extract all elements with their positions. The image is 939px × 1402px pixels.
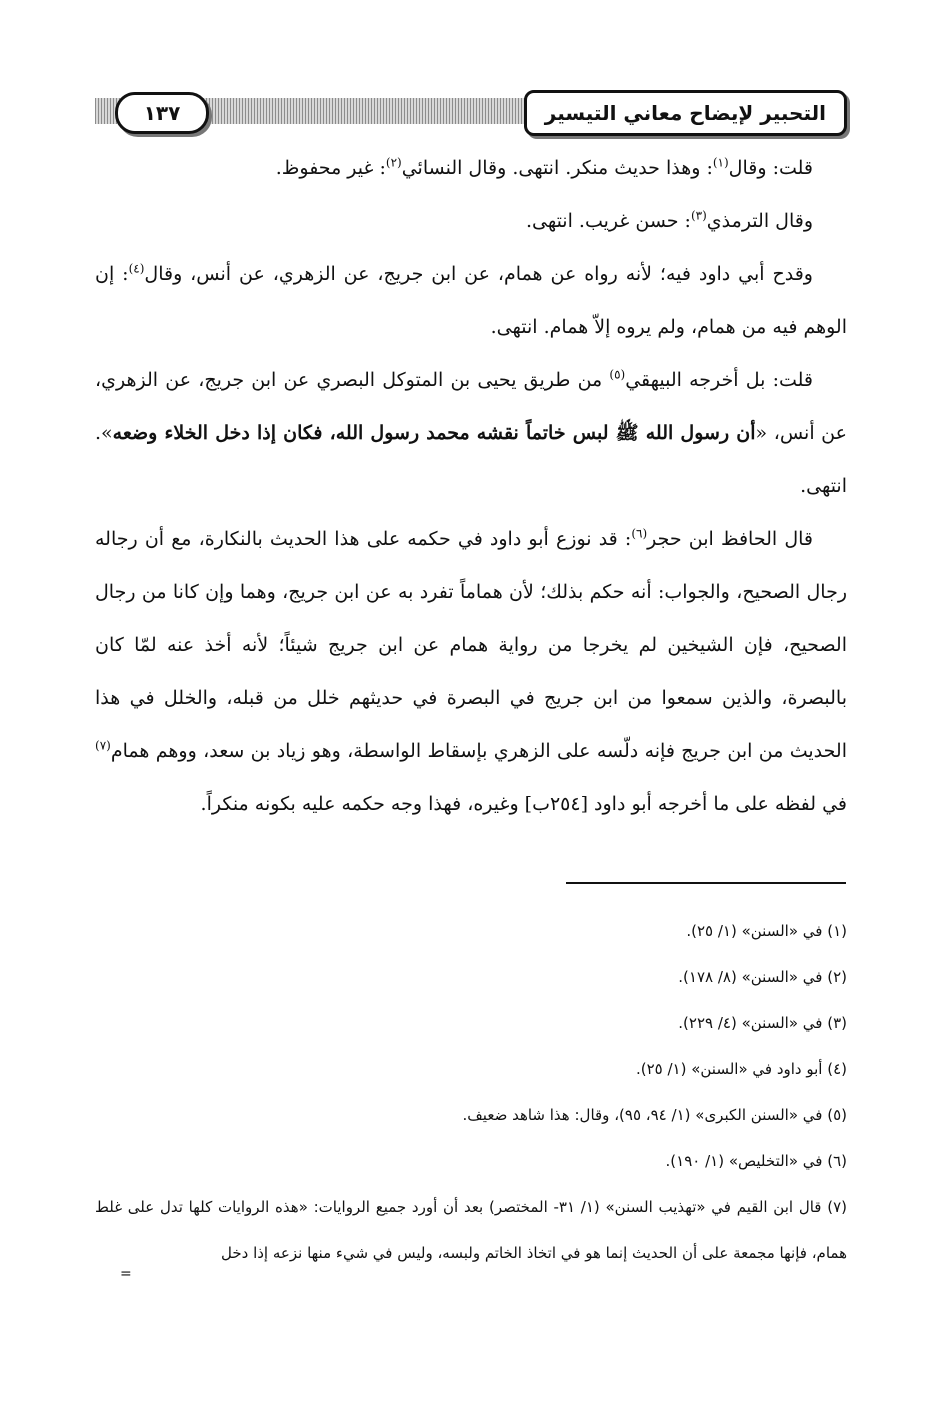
text-run: قال الحافظ ابن حجر	[647, 528, 813, 550]
footnote-ref-2: (٢)	[385, 155, 402, 170]
text-run: ». انتهى.	[95, 422, 847, 497]
main-text	[95, 142, 847, 831]
page-header	[95, 86, 847, 140]
book-title-box	[524, 90, 847, 136]
footnote-ref-3: (٣)	[690, 208, 707, 223]
continuation-mark: =	[120, 1266, 132, 1282]
text-run: قلت: بل أخرجه البيهقي	[625, 369, 813, 391]
footnote-1: (١) في «السنن» (١/ ٢٥).	[686, 922, 847, 940]
text-run: قلت: وقال	[728, 157, 813, 179]
text-run: : غير محفوظ.	[275, 157, 386, 179]
footnote-4: (٤) أبو داود في «السنن» (١/ ٢٥).	[635, 1060, 847, 1078]
footnote-ref-4: (٤)	[128, 261, 145, 276]
text-run: : قد نوزع أبو داود في حكمه على هذا الحديث بالنكارة، مع أن رجاله رجال الصحيح، والجواب: أنه حكم بذلك؛ لأن هماماً تفرد به عن ابن جريج، وهما وإن كانا من رجال الصحيح، فإن الشيخين لم يخرجا من رواية همام عن ابن جريج شيئاً؛ لأنه أخذ عنه لمّا كان بالبصرة، والذين سمعوا من ابن جريج في البصرة في حديثهم خلل من قبله، والخلل في هذا الحديث من ابن جريج فإنه دلّسه على الزهري بإسقاط الواسطة، وهو زياد بن سعد، ووهم همام	[95, 528, 847, 762]
text-run: : حسن غريب. انتهى.	[525, 210, 691, 232]
text-run: في لفظه على ما أخرجه أبو داود [٢٥٤ب] وغيره، فهذا وجه حكمه عليه بكونه منكراً.	[200, 793, 847, 815]
paragraph-2	[95, 195, 847, 248]
hadith-quote: أن رسول الله ﷺ لبس خاتماً نقشه محمد رسول الله، فكان إذا دخل الخلاء وضعه	[112, 422, 756, 444]
footnote-ref-6: (٦)	[631, 526, 648, 541]
footnote-ref-5: (٥)	[609, 367, 626, 382]
page-number: ١٣٧	[143, 101, 181, 125]
footnotes	[95, 908, 847, 1276]
paragraph-1	[95, 142, 847, 195]
page-number-badge	[115, 92, 209, 134]
footnote-6: (٦) في «التخليص» (١/ ١٩٠).	[665, 1152, 847, 1170]
text-run: من طريق يحيى بن المتوكل البصري عن ابن جريج، عن الزهري، عن أنس، «	[95, 369, 847, 444]
footnote-separator	[566, 882, 846, 884]
footnote-3: (٣) في «السنن» (٤/ ٢٢٩).	[678, 1014, 847, 1032]
footnote-5: (٥) في «السنن الكبرى» (١/ ٩٤، ٩٥)، وقال: هذا شاهد ضعيف.	[462, 1106, 847, 1124]
paragraph-5	[95, 513, 847, 831]
footnote-ref-7: (٧)	[95, 738, 111, 753]
footnote-7: (٧) قال ابن القيم في «تهذيب السنن» (١/ ٣١- المختصر) بعد أن أورد جميع الروايات: «هذه الروايات كلها تدل على غلط همام، فإنها مجمعة على أن الحديث إنما هو في اتخاذ الخاتم ولبسه، وليس في شيء منها نزعه إذا دخل	[95, 1198, 847, 1262]
footnote-ref-1: (١)	[712, 155, 729, 170]
paragraph-4	[95, 354, 847, 513]
book-title: التحبير لإيضاح معاني التيسير	[544, 101, 826, 125]
paragraph-3	[95, 248, 847, 354]
footnote-2: (٢) في «السنن» (٨/ ١٧٨).	[678, 968, 847, 986]
text-run: : إن الوهم فيه من همام، ولم يروه إلاّ همام. انتهى.	[95, 263, 847, 338]
text-run: : وهذا حديث منكر. انتهى. وقال النسائي	[401, 157, 713, 179]
text-run: وقدح أبي داود فيه؛ لأنه رواه عن همام، عن ابن جريج، عن الزهري، عن أنس، وقال	[144, 263, 813, 285]
text-run: وقال الترمذي	[706, 210, 813, 232]
